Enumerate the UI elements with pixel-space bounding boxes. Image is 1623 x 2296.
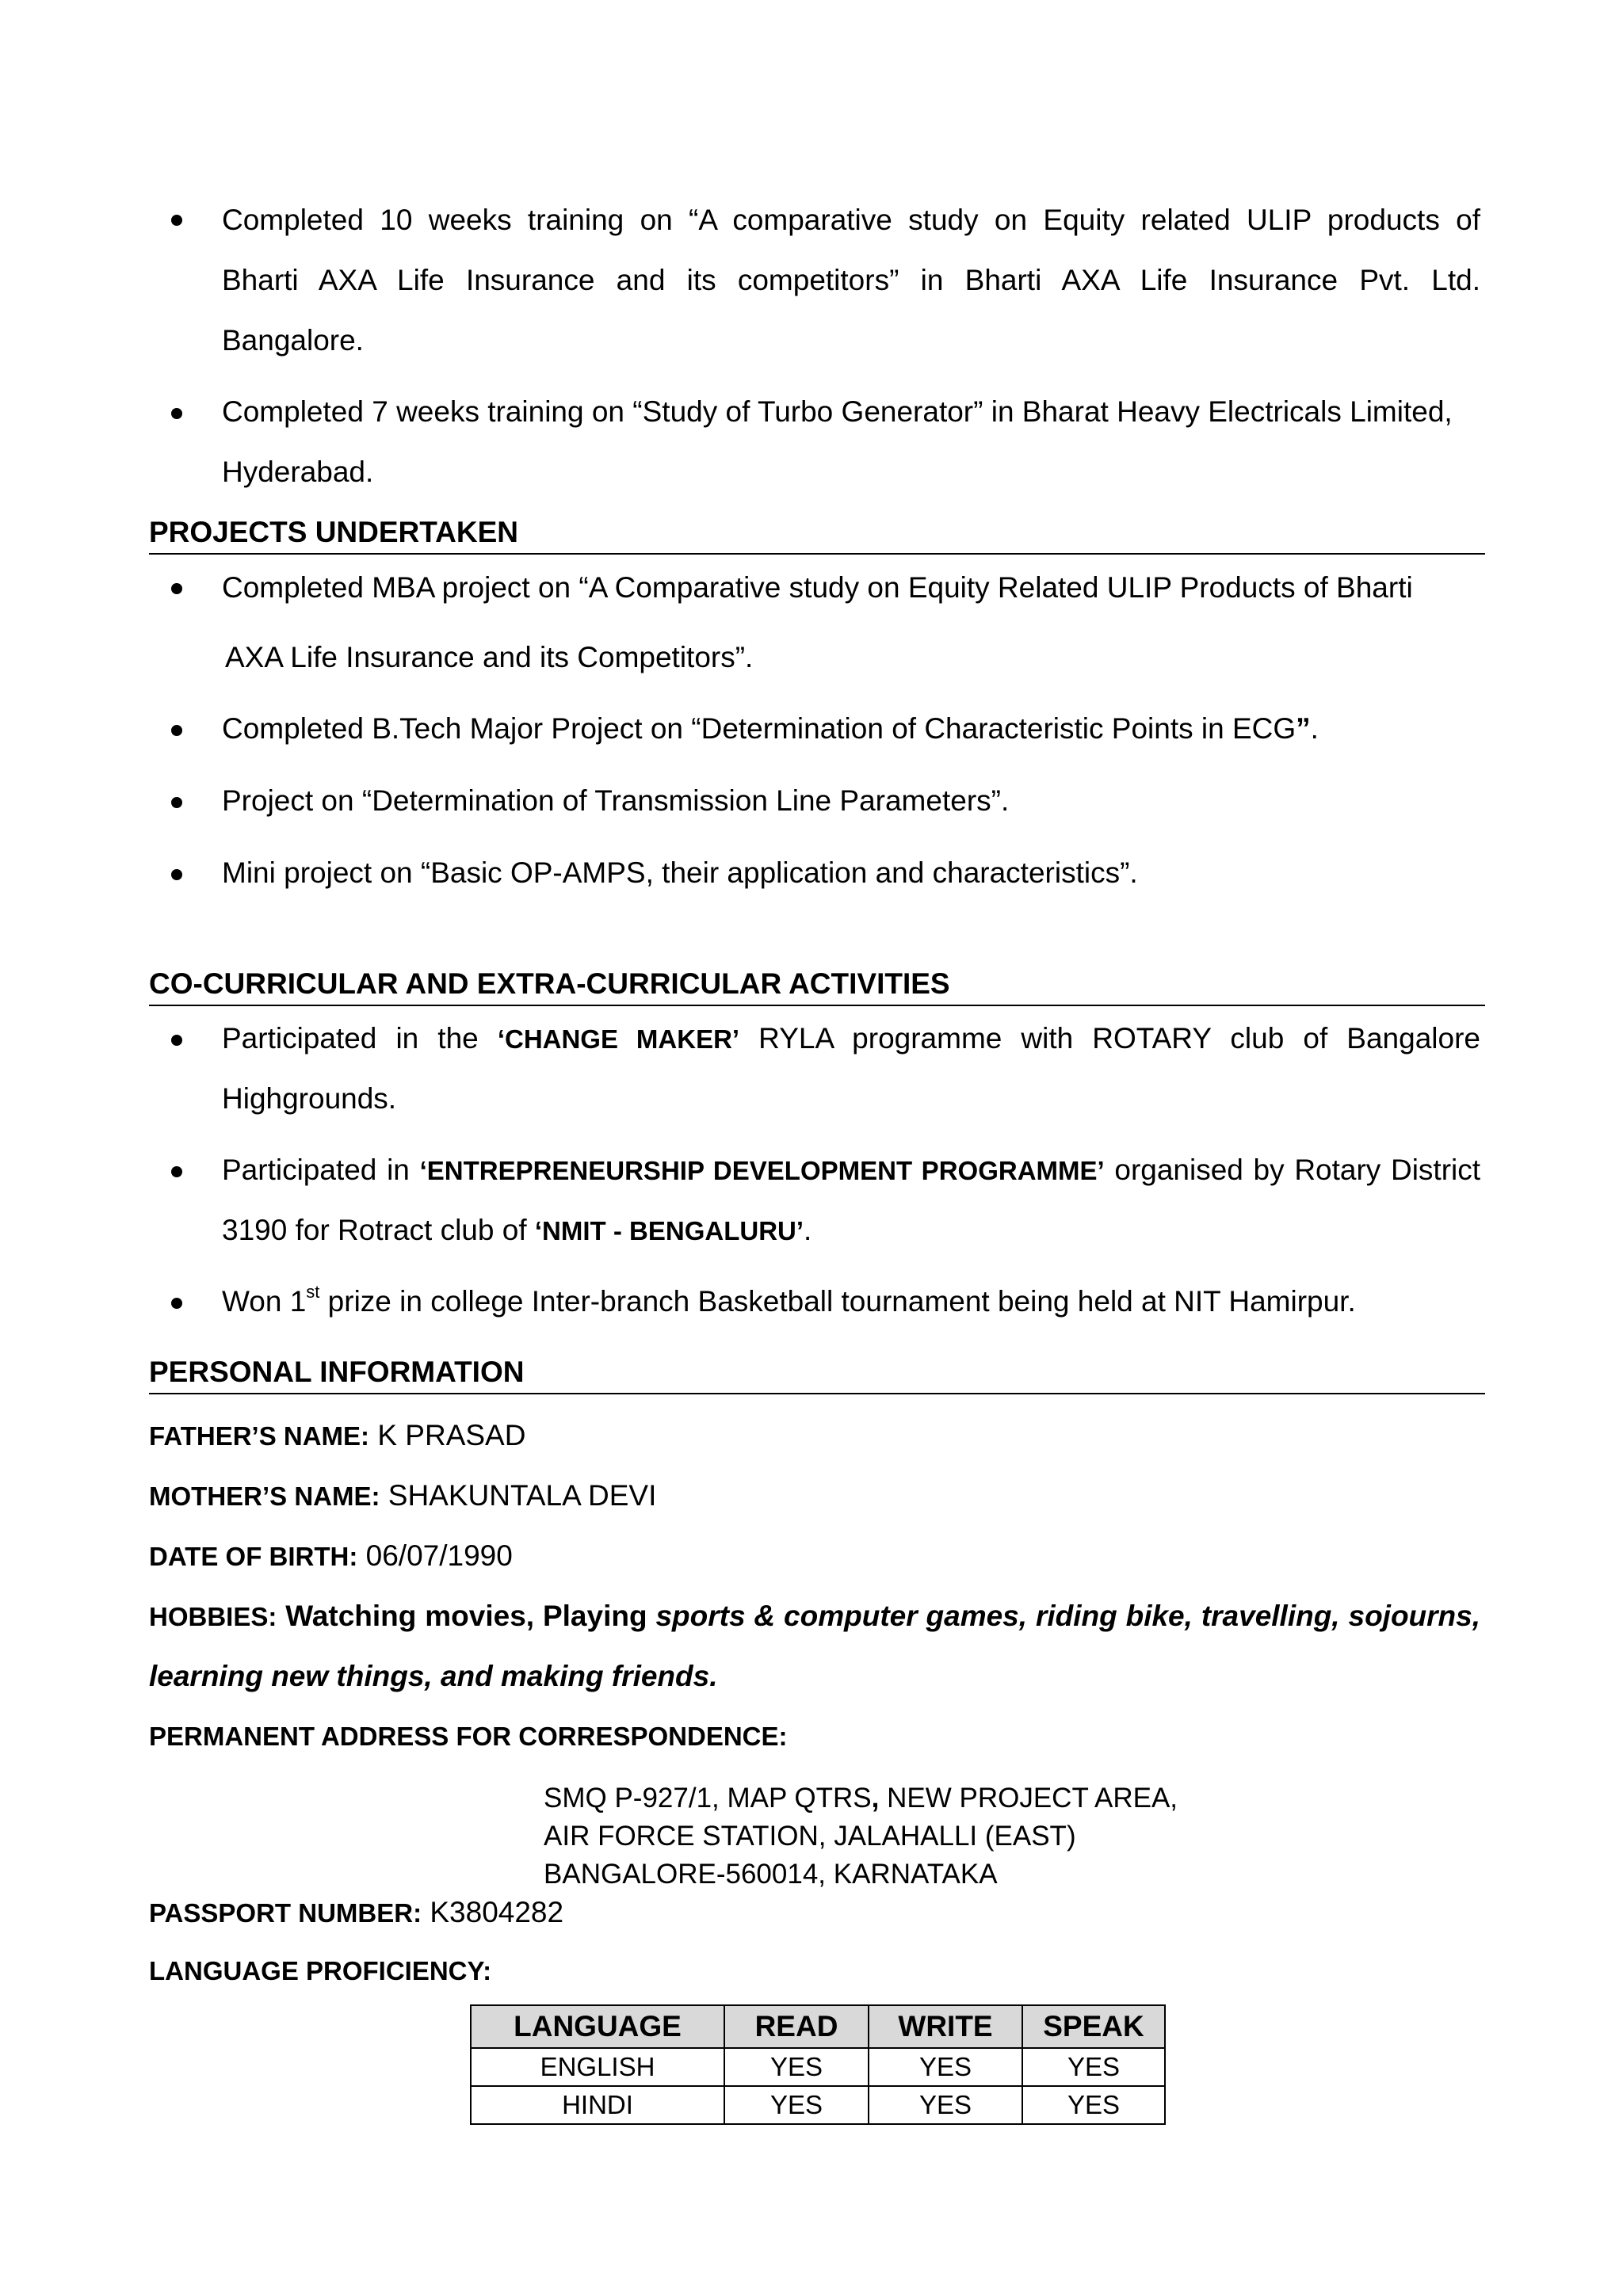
project-1-line-2: AXA Life Insurance and its Competitors”. (225, 641, 754, 673)
language-label: LANGUAGE PROFICIENCY: (149, 1956, 492, 1985)
project-4: Mini project on “Basic OP-AMPS, their application and characteristics”. (222, 856, 1138, 889)
father-name-label: FATHER’S NAME: (149, 1421, 370, 1451)
bullet-icon (171, 408, 182, 419)
bullet-icon (171, 1166, 182, 1177)
training-2-line-1: Completed 7 weeks training on “Study of Turbo Generator” in Bharat Heavy Electricals Limited, (222, 395, 1453, 428)
speak-header: SPEAK (1022, 2005, 1165, 2048)
language-table (470, 2004, 1166, 2125)
activity-2-line2-post: . (804, 1214, 812, 1246)
write-header: WRITE (869, 2005, 1022, 2048)
activity-1-pre: Participated in the (222, 1022, 479, 1055)
project-2-text: Completed B.Tech Major Project on “Determination of Characteristic Points in ECG (222, 712, 1296, 745)
read-header: READ (724, 2005, 869, 2048)
hobbies-italic: sports & computer games, riding bike, travelling, sojourns, (655, 1600, 1481, 1632)
activity-2-line2-bold: ‘NMIT - BENGALURU’ (534, 1216, 804, 1245)
bullet-icon (171, 1035, 182, 1046)
read-cell: YES (724, 2086, 869, 2124)
activity-2-bold: ‘ENTREPRENEURSHIP DEVELOPMENT PROGRAMME’ (419, 1156, 1105, 1185)
address-label: PERMANENT ADDRESS FOR CORRESPONDENCE: (149, 1722, 788, 1751)
speak-cell: YES (1022, 2048, 1165, 2086)
activity-1-line-1 (222, 1021, 1480, 1057)
activity-3-post: prize in college Inter-branch Basketball tournament being held at NIT Hamirpur. (319, 1285, 1356, 1318)
hobbies-bold: Watching movies, Playing (285, 1600, 647, 1632)
activity-2-pre: Participated in (222, 1154, 410, 1186)
bullet-icon (171, 215, 182, 226)
address-line-1-comma: , (871, 1783, 880, 1814)
address-line-2: AIR FORCE STATION, JALAHALLI (EAST) (544, 1821, 1076, 1852)
project-2 (222, 711, 1319, 746)
training-1-line-1: Completed 10 weeks training on “A comparative study on Equity related ULIP products of (222, 204, 1480, 236)
passport-row (149, 1895, 563, 1931)
passport-label: PASSPORT NUMBER: (149, 1898, 422, 1928)
write-cell: YES (869, 2048, 1022, 2086)
activity-1-post: RYLA programme with ROTARY club of Bangalore (758, 1022, 1480, 1055)
activities-heading: CO-CURRICULAR AND EXTRA-CURRICULAR ACTIVITIES (149, 967, 1485, 1006)
bullet-icon (171, 725, 182, 736)
mother-name-label: MOTHER’S NAME: (149, 1482, 380, 1511)
activity-2-line2-pre: 3190 for Rotract club of (222, 1214, 527, 1246)
father-name-value: K PRASAD (369, 1419, 526, 1451)
address-line-1-c: NEW PROJECT AREA, (879, 1783, 1178, 1814)
bullet-icon (171, 1298, 182, 1309)
activity-3 (222, 1281, 1356, 1319)
activity-2-post: organised by Rotary District (1114, 1154, 1481, 1186)
address-line-1-a: SMQ P-927/1, MAP QTRS (544, 1783, 872, 1814)
hobbies-label: HOBBIES: (149, 1602, 277, 1631)
activity-1-line-2: Highgrounds. (222, 1082, 397, 1115)
activity-1-bold: ‘CHANGE MAKER’ (497, 1024, 740, 1054)
address-line-1 (544, 1779, 1178, 1817)
activity-2-line-1 (222, 1153, 1480, 1188)
write-cell: YES (869, 2086, 1022, 2124)
language-cell: HINDI (471, 2086, 724, 2124)
project-3: Project on “Determination of Transmission Line Parameters”. (222, 784, 1010, 817)
table-row (471, 2086, 1165, 2124)
activity-2-line-2 (222, 1213, 812, 1249)
speak-cell: YES (1022, 2086, 1165, 2124)
dob-row (149, 1539, 513, 1574)
table-row (471, 2048, 1165, 2086)
project-1-line-1: Completed MBA project on “A Comparative study on Equity Related ULIP Products of Bharti (222, 571, 1413, 604)
bullet-icon (171, 797, 182, 808)
language-cell: ENGLISH (471, 2048, 724, 2086)
language-header: LANGUAGE (471, 2005, 724, 2048)
hobbies-line-1 (149, 1599, 1480, 1634)
activity-3-sup: st (306, 1281, 320, 1302)
dob-label: DATE OF BIRTH: (149, 1542, 358, 1571)
project-2-tail: . (1310, 712, 1319, 745)
mother-name-value: SHAKUNTALA DEVI (380, 1479, 657, 1512)
training-1-line-2: Bharti AXA Life Insurance and its competitors” in Bharti AXA Life Insurance Pvt. Ltd. (222, 264, 1480, 296)
project-2-quote: ” (1296, 712, 1311, 745)
father-name-row (149, 1418, 525, 1454)
training-2-line-2: Hyderabad. (222, 456, 374, 488)
projects-heading: PROJECTS UNDERTAKEN (149, 515, 1485, 555)
training-1-line-3: Bangalore. (222, 324, 364, 357)
language-table-header (471, 2005, 1165, 2048)
activity-3-pre: Won 1 (222, 1285, 307, 1318)
read-cell: YES (724, 2048, 869, 2086)
passport-value: K3804282 (422, 1896, 564, 1928)
personal-heading: PERSONAL INFORMATION (149, 1355, 1485, 1394)
bullet-icon (171, 583, 182, 594)
dob-value: 06/07/1990 (357, 1539, 513, 1572)
mother-name-row (149, 1478, 656, 1514)
address-line-3: BANGALORE-560014, KARNATAKA (544, 1859, 998, 1890)
hobbies-line-2: learning new things, and making friends. (149, 1660, 718, 1692)
bullet-icon (171, 869, 182, 880)
